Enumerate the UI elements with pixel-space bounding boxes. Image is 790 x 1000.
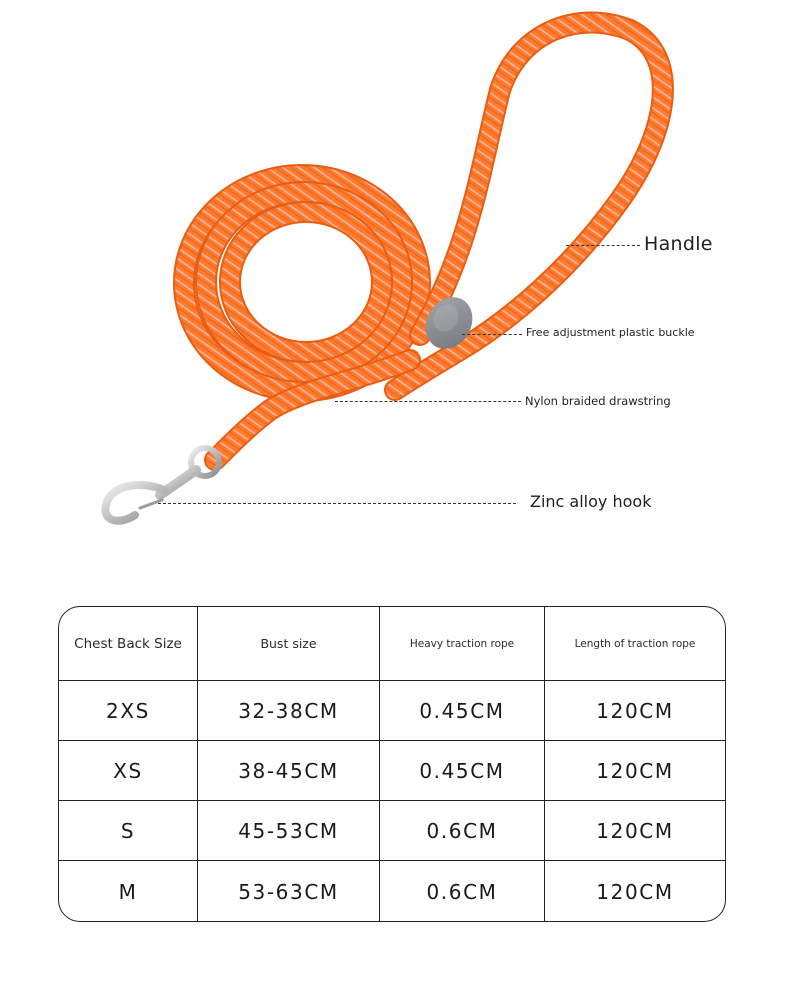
header-bust-size: Bust size [198,607,380,680]
table-row [59,741,725,801]
table-row [59,681,725,741]
table-row [59,861,725,922]
rope-length-cell: 120CM [596,818,674,843]
rope-thickness-cell: 0.6CM [380,801,545,860]
handle-label: Handle [644,233,713,255]
header-chest-back-size: Chest Back Size [59,607,198,680]
rope-length-cell: 120CM [596,879,674,904]
size-table [58,606,726,922]
handle-leader-line [566,245,640,246]
table-row [59,801,725,861]
size-cell: M [59,861,198,922]
zinc-alloy-hook [105,448,219,521]
rope-thickness-cell: 0.6CM [380,861,545,922]
buckle-label: Free adjustment plastic buckle [526,326,695,339]
rope-thickness-cell: 0.45CM [380,741,545,800]
bust-cell: 38-45CM [198,741,380,800]
nylon-leader-line [335,401,521,402]
size-cell: XS [59,741,198,800]
header-heavy-traction-rope: Heavy traction rope [380,607,545,680]
rope-thickness-cell: 0.45CM [380,681,545,740]
hook-label: Zinc alloy hook [530,492,652,511]
nylon-drawstring-label: Nylon braided drawstring [525,394,671,408]
bust-cell: 53-63CM [198,861,380,922]
table-header-row [59,607,725,681]
size-cell: 2XS [59,681,198,740]
bust-cell: 45-53CM [198,801,380,860]
hook-leader-line [158,503,516,504]
rope-length-cell: 120CM [596,698,674,723]
bust-cell: 32-38CM [198,681,380,740]
rope-length-cell: 120CM [596,758,674,783]
size-cell: S [59,801,198,860]
buckle-leader-line [462,334,522,335]
header-length-traction-rope: Length of traction rope [574,637,696,650]
